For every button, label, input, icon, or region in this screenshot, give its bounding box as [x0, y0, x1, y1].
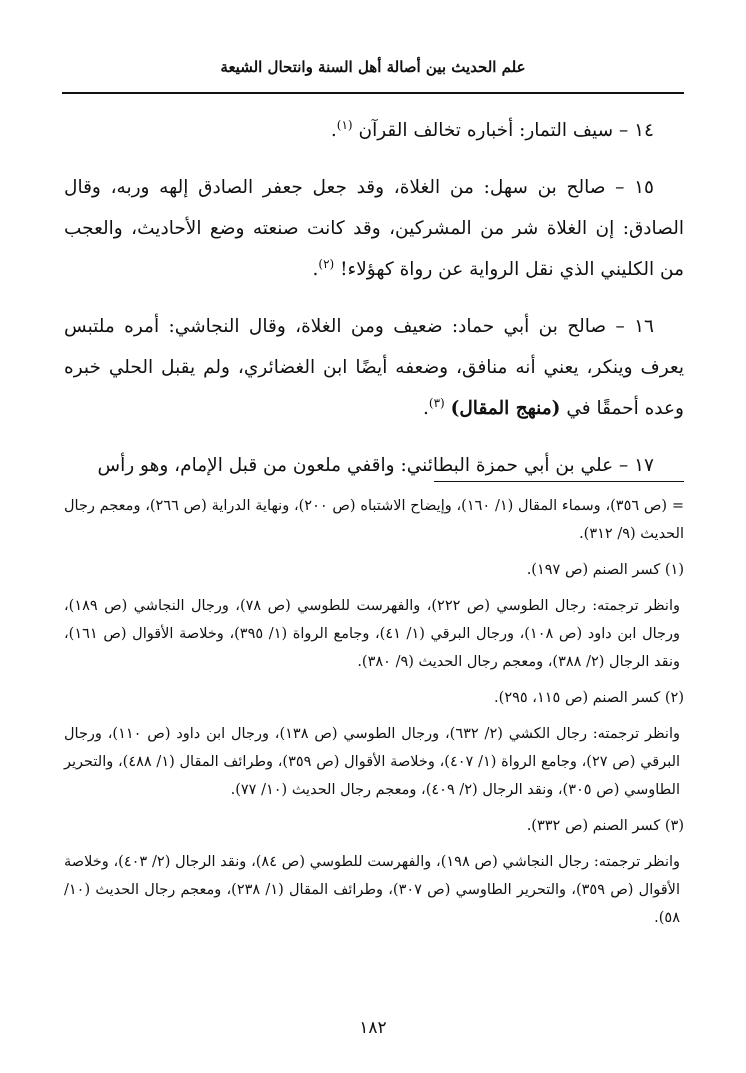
entry-tail: . — [330, 120, 337, 141]
footnote-continuation: = (ص ٣٥٦)، وسماء المقال (١/ ١٦٠)، وإيضاح الاشتباه (ص ٢٠٠)، ونهاية الدراية (ص ٢٦٦)، ومعجم رجال الحديث (٩/ ٣١٢). — [64, 498, 684, 542]
footnote-ref[interactable]: (١) — [336, 117, 353, 132]
footnote-divider — [434, 481, 684, 482]
footnote-3-translation: وانظر ترجمته: رجال النجاشي (ص ١٩٨)، والفهرست للطوسي (ص ٨٤)، ونقد الرجال (٢/ ٤٠٣)، وخلاصة الأقوال (ص ٣٥٩)، والتحرير الطاوسي (ص ٣٠٧)، وطرائف المقال (١/ ٢٣٨)، ومعجم رجال الحديث (١٠/ ٥٨). — [64, 854, 681, 926]
entry-tail: . — [423, 398, 429, 419]
footnotes — [64, 492, 684, 940]
footnote-3-source: (٣) كسر الصنم (ص ٣٣٢). — [526, 818, 684, 834]
page-number: ١٨٢ — [359, 1018, 387, 1038]
footnote-1-source: (١) كسر الصنم (ص ١٩٧). — [526, 562, 684, 578]
header-divider — [62, 92, 684, 94]
main-text — [64, 110, 684, 502]
entry-text: ١٦ – صالح بن أبي حماد: ضعيف ومن الغلاة، وقال النجاشي: أمره ملتبس يعرف وينكر، يعني أنه منافق، وضعفه أيضًا ابن الغضائري، ولم يقبل الحلي خبره وعده أحمقًا في — [64, 316, 684, 419]
footnote-2-source: (٢) كسر الصنم (ص ١١٥، ٢٩٥). — [494, 690, 684, 706]
entry-text: ١٥ – صالح بن سهل: من الغلاة، وقد جعل جعفر الصادق إلهه وربه، وقال الصادق: إن الغلاة شر من المشركين، وقد كانت صنعته وضع الأحاديث، والعجب من الكليني الذي نقل الرواية عن رواة كهؤلاء! — [64, 177, 684, 280]
entry-16 — [64, 306, 684, 429]
footnote-ref[interactable]: (٢) — [318, 256, 335, 271]
entry-tail: . — [312, 259, 319, 280]
footnote-ref[interactable]: (٣) — [428, 395, 445, 410]
footnote-1-translation: وانظر ترجمته: رجال الطوسي (ص ٢٢٢)، والفهرست للطوسي (ص ٧٨)، ورجال النجاشي (ص ١٨٩)، ورجال ابن داود (ص ١٠٨)، ورجال البرقي (١/ ٤١)، وجامع الرواة (١/ ٣٩٥)، وخلاصة الأقوال (ص ١٦١)، ونقد الرجال (٢/ ٣٨٨)، ومعجم رجال الحديث (٩/ ٣٨٠). — [64, 598, 681, 670]
entry-17 — [64, 445, 684, 486]
running-header: علم الحديث بين أصالة أهل السنة وانتحال الشيعة — [220, 58, 526, 76]
entry-text: ١٤ – سيف التمار: أخباره تخالف القرآن — [358, 120, 654, 141]
footnote-2-translation: وانظر ترجمته: رجال الكشي (٢/ ٦٣٢)، ورجال الطوسي (ص ١٣٨)، ورجال ابن داود (ص ١١٠)، ورجال البرقي (ص ٢٧)، وجامع الرواة (١/ ٤٠٧)، وخلاصة الأقوال (ص ٣٥٩)، وطرائف المقال (١/ ٤٨٨)، والتحرير الطاوسي (ص ٣٠٥)، ونقد الرجال (٢/ ٤٠٩)، ومعجم رجال الحديث (١٠/ ٧٧). — [64, 726, 681, 798]
book-title: (منهج المقال) — [450, 398, 561, 419]
entry-14 — [64, 110, 684, 151]
entry-text: ١٧ – علي بن أبي حمزة البطائني: واقفي ملعون من قبل الإمام، وهو رأس — [97, 455, 654, 476]
entry-15 — [64, 167, 684, 290]
